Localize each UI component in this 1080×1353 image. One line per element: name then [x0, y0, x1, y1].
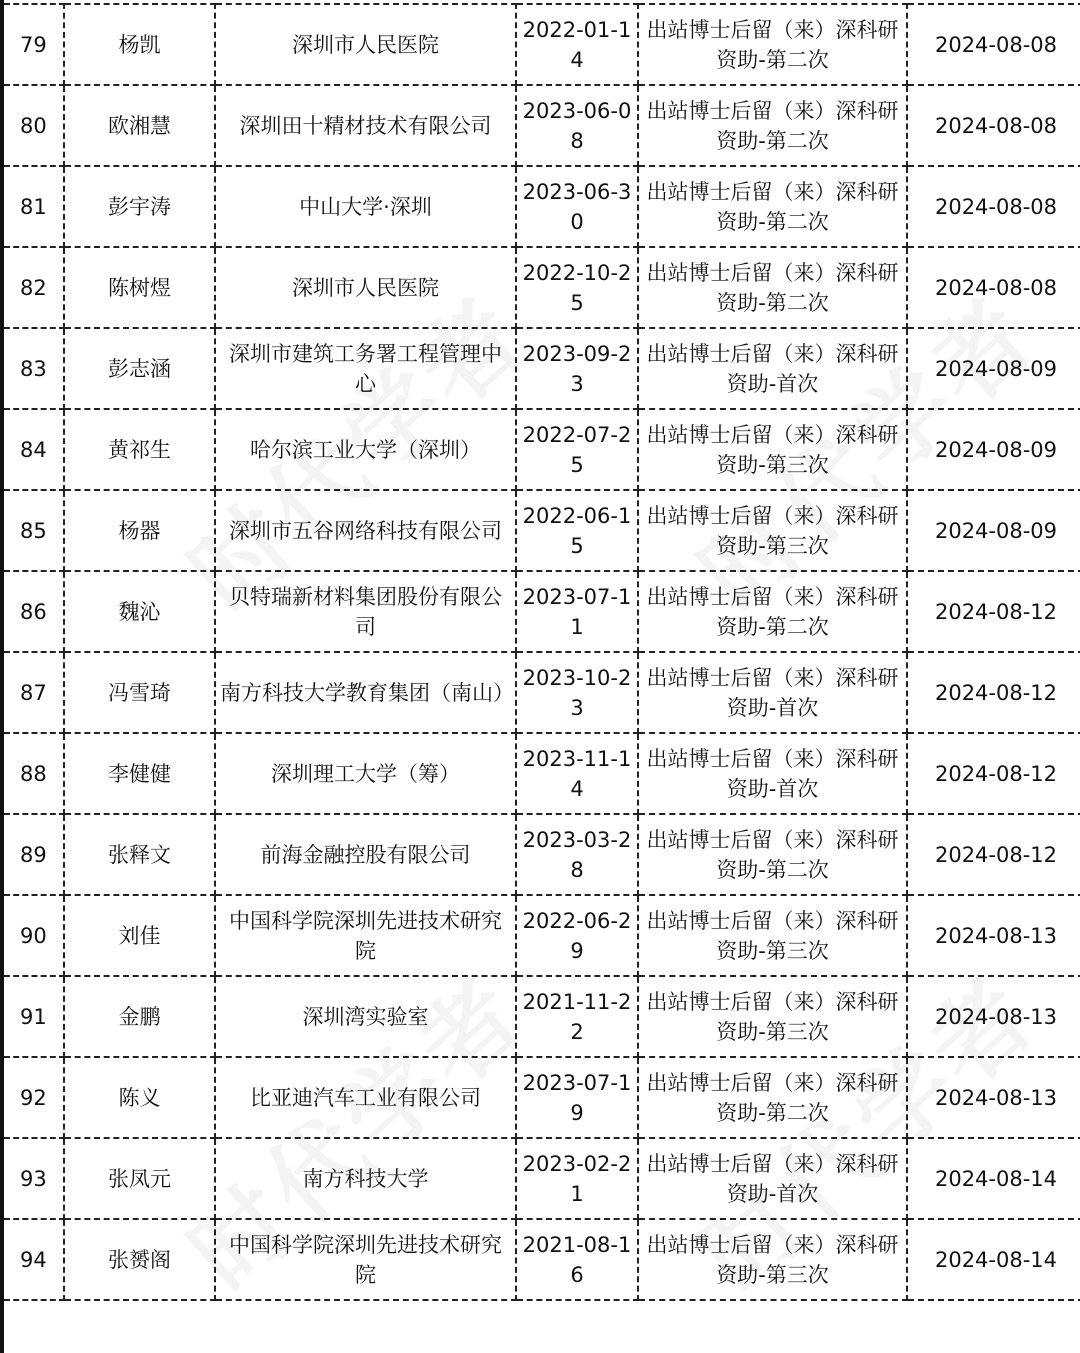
table-row [4, 490, 1080, 571]
table-row [4, 85, 1080, 166]
work-unit: 中山大学·深圳 [215, 166, 516, 247]
work-unit: 中国科学院深圳先进技术研究院 [215, 895, 516, 976]
subsidy-type: 出站博士后留（来）深科研资助-第二次 [638, 1057, 907, 1138]
person-name: 陈树煜 [64, 247, 215, 328]
subsidy-type: 出站博士后留（来）深科研资助-第二次 [638, 4, 907, 85]
table-row [4, 1138, 1080, 1219]
subsidy-type: 出站博士后留（来）深科研资助-第三次 [638, 490, 907, 571]
out-station-date: 2022-06-15 [516, 490, 638, 571]
work-unit: 深圳市五谷网络科技有限公司 [215, 490, 516, 571]
application-date: 2024-08-09 [907, 328, 1080, 409]
work-unit: 前海金融控股有限公司 [215, 814, 516, 895]
row-number: 81 [4, 166, 64, 247]
subsidy-type: 出站博士后留（来）深科研资助-第二次 [638, 85, 907, 166]
out-station-date: 2022-07-25 [516, 409, 638, 490]
table-row [4, 247, 1080, 328]
row-number: 86 [4, 571, 64, 652]
person-name: 欧湘慧 [64, 85, 215, 166]
application-date: 2024-08-14 [907, 1138, 1080, 1219]
person-name: 金鹏 [64, 976, 215, 1057]
out-station-date: 2023-10-23 [516, 652, 638, 733]
subsidy-type: 出站博士后留（来）深科研资助-首次 [638, 1138, 907, 1219]
application-date: 2024-08-13 [907, 895, 1080, 976]
out-station-date: 2023-11-14 [516, 733, 638, 814]
out-station-date: 2023-03-28 [516, 814, 638, 895]
person-name: 冯雪琦 [64, 652, 215, 733]
subsidy-type: 出站博士后留（来）深科研资助-第三次 [638, 976, 907, 1057]
application-date: 2024-08-12 [907, 814, 1080, 895]
row-number: 92 [4, 1057, 64, 1138]
work-unit: 深圳市人民医院 [215, 4, 516, 85]
subsidy-type: 出站博士后留（来）深科研资助-第三次 [638, 1219, 907, 1300]
person-name: 李健健 [64, 733, 215, 814]
work-unit: 南方科技大学 [215, 1138, 516, 1219]
work-unit: 贝特瑞新材料集团股份有限公司 [215, 571, 516, 652]
out-station-date: 2022-06-29 [516, 895, 638, 976]
application-date: 2024-08-09 [907, 490, 1080, 571]
application-date: 2024-08-08 [907, 247, 1080, 328]
application-date: 2024-08-13 [907, 1057, 1080, 1138]
application-date: 2024-08-08 [907, 85, 1080, 166]
work-unit: 哈尔滨工业大学（深圳） [215, 409, 516, 490]
row-number: 82 [4, 247, 64, 328]
subsidy-type: 出站博士后留（来）深科研资助-首次 [638, 652, 907, 733]
work-unit: 深圳理工大学（筹） [215, 733, 516, 814]
table-row [4, 652, 1080, 733]
table-row [4, 733, 1080, 814]
subsidy-type: 出站博士后留（来）深科研资助-第二次 [638, 247, 907, 328]
table-row [4, 571, 1080, 652]
out-station-date: 2023-09-23 [516, 328, 638, 409]
application-date: 2024-08-08 [907, 166, 1080, 247]
row-number: 94 [4, 1219, 64, 1300]
table-body [4, 4, 1080, 1300]
row-number: 93 [4, 1138, 64, 1219]
application-date: 2024-08-09 [907, 409, 1080, 490]
subsidy-type: 出站博士后留（来）深科研资助-第二次 [638, 571, 907, 652]
table-row [4, 166, 1080, 247]
row-number: 84 [4, 409, 64, 490]
out-station-date: 2023-02-21 [516, 1138, 638, 1219]
table-row [4, 409, 1080, 490]
row-number: 91 [4, 976, 64, 1057]
work-unit: 深圳市建筑工务署工程管理中心 [215, 328, 516, 409]
row-number: 80 [4, 85, 64, 166]
table-row [4, 976, 1080, 1057]
subsidy-type: 出站博士后留（来）深科研资助-第二次 [638, 166, 907, 247]
person-name: 刘佳 [64, 895, 215, 976]
table-row [4, 1219, 1080, 1300]
out-station-date: 2022-01-14 [516, 4, 638, 85]
work-unit: 深圳田十精材技术有限公司 [215, 85, 516, 166]
person-name: 黄祁生 [64, 409, 215, 490]
subsidy-type: 出站博士后留（来）深科研资助-第三次 [638, 895, 907, 976]
row-number: 85 [4, 490, 64, 571]
table-row [4, 4, 1080, 85]
work-unit: 南方科技大学教育集团（南山） [215, 652, 516, 733]
out-station-date: 2023-07-19 [516, 1057, 638, 1138]
subsidy-type: 出站博士后留（来）深科研资助-首次 [638, 733, 907, 814]
table-row [4, 895, 1080, 976]
work-unit: 比亚迪汽车工业有限公司 [215, 1057, 516, 1138]
table-row [4, 814, 1080, 895]
out-station-date: 2023-06-08 [516, 85, 638, 166]
row-number: 87 [4, 652, 64, 733]
person-name: 陈义 [64, 1057, 215, 1138]
person-name: 彭宇涛 [64, 166, 215, 247]
table-row [4, 1057, 1080, 1138]
application-date: 2024-08-14 [907, 1219, 1080, 1300]
out-station-date: 2021-08-16 [516, 1219, 638, 1300]
subsidy-table [4, 3, 1080, 1301]
work-unit: 中国科学院深圳先进技术研究院 [215, 1219, 516, 1300]
subsidy-type: 出站博士后留（来）深科研资助-第三次 [638, 409, 907, 490]
row-number: 79 [4, 4, 64, 85]
application-date: 2024-08-12 [907, 571, 1080, 652]
out-station-date: 2023-07-11 [516, 571, 638, 652]
row-number: 83 [4, 328, 64, 409]
application-date: 2024-08-12 [907, 733, 1080, 814]
application-date: 2024-08-13 [907, 976, 1080, 1057]
out-station-date: 2022-10-25 [516, 247, 638, 328]
person-name: 张赟阁 [64, 1219, 215, 1300]
table-row [4, 328, 1080, 409]
out-station-date: 2021-11-22 [516, 976, 638, 1057]
person-name: 魏沁 [64, 571, 215, 652]
work-unit: 深圳湾实验室 [215, 976, 516, 1057]
row-number: 88 [4, 733, 64, 814]
out-station-date: 2023-06-30 [516, 166, 638, 247]
subsidy-type: 出站博士后留（来）深科研资助-第二次 [638, 814, 907, 895]
application-date: 2024-08-08 [907, 4, 1080, 85]
subsidy-type: 出站博士后留（来）深科研资助-首次 [638, 328, 907, 409]
person-name: 杨凯 [64, 4, 215, 85]
person-name: 张凤元 [64, 1138, 215, 1219]
application-date: 2024-08-12 [907, 652, 1080, 733]
row-number: 89 [4, 814, 64, 895]
work-unit: 深圳市人民医院 [215, 247, 516, 328]
person-name: 彭志涵 [64, 328, 215, 409]
person-name: 杨器 [64, 490, 215, 571]
row-number: 90 [4, 895, 64, 976]
person-name: 张释文 [64, 814, 215, 895]
